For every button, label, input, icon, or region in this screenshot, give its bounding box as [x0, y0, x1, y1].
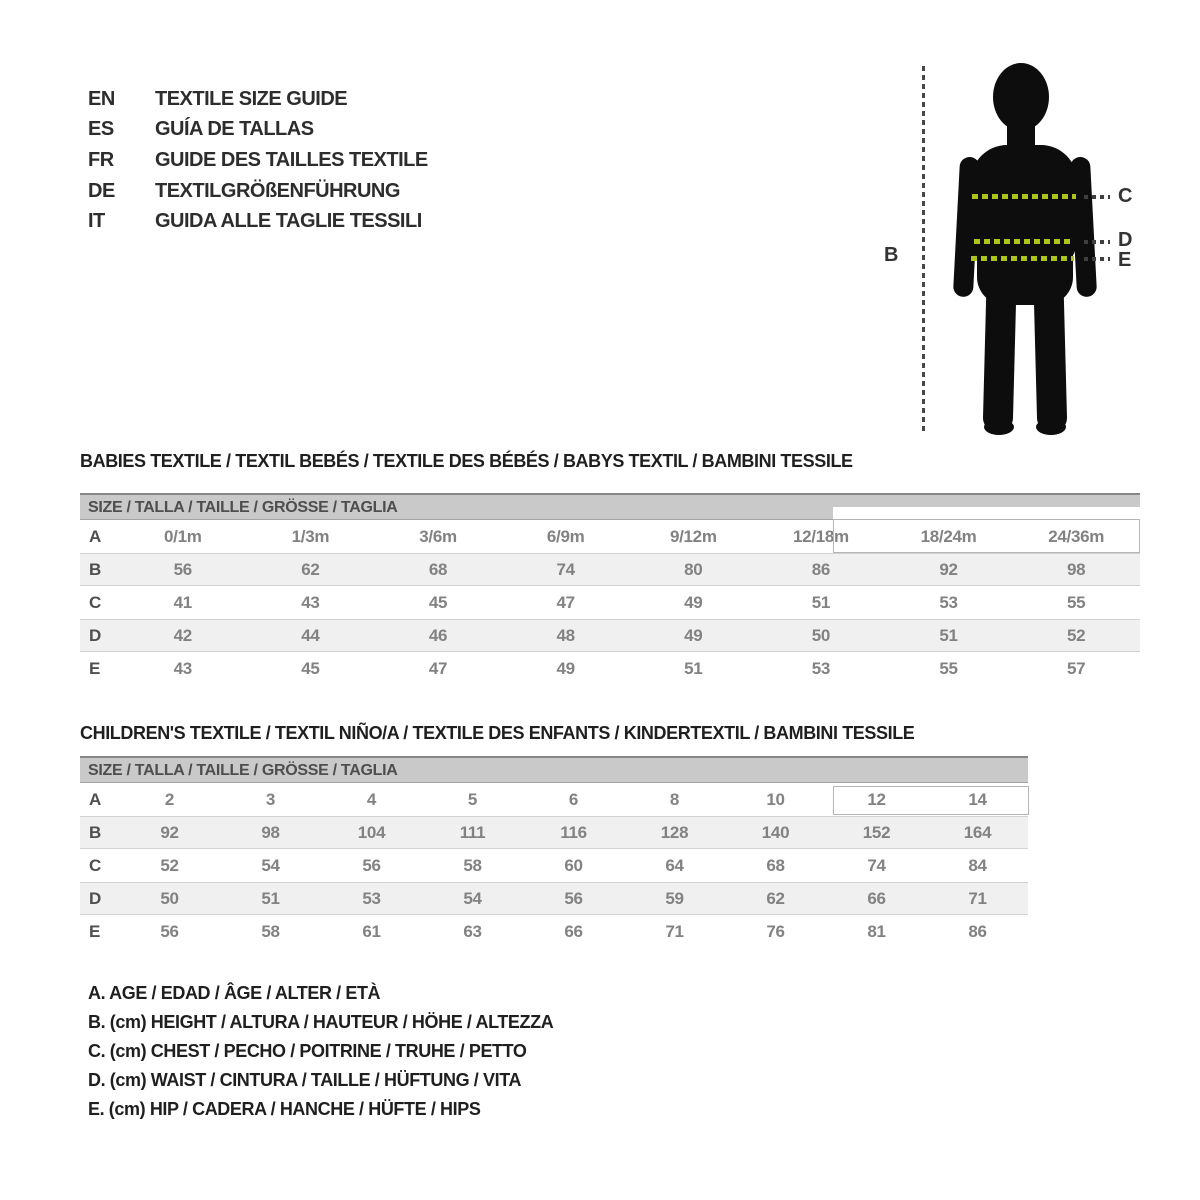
child-silhouette-image: [915, 45, 1135, 445]
measurement-figure: [0, 0, 1200, 460]
babies-size-header: SIZE / TALLA / TAILLE / GRÖSSE / TAGLIA: [80, 493, 1140, 520]
children-section-title: CHILDREN'S TEXTILE / TEXTIL NIÑO/A / TEXTILE DES ENFANTS / KINDERTEXTIL / BAMBINI TESSILE: [80, 723, 915, 743]
table-cell: 50: [811, 625, 831, 645]
waist-leader-line: [1084, 240, 1110, 244]
table-cell: 58: [261, 921, 280, 941]
table-cell: 4: [366, 789, 377, 809]
table-cell: 51: [261, 888, 280, 908]
table-cell: 81: [867, 921, 886, 941]
table-cell: 54: [463, 888, 482, 908]
table-cell: 64: [665, 855, 684, 875]
language-title: GUIDA ALLE TAGLIE TESSILI: [155, 210, 422, 233]
table-cell: 128: [660, 822, 689, 842]
table-cell: 71: [665, 921, 684, 941]
table-cell: 59: [665, 888, 684, 908]
hip-leader-line: [1084, 257, 1110, 261]
waist-measure-line: [974, 239, 1072, 244]
table-cell: 45: [301, 658, 320, 678]
table-cell: 41: [173, 592, 192, 612]
table-cell: 56: [564, 888, 583, 908]
chest-leader-line: [1084, 195, 1110, 199]
table-cell: 47: [428, 658, 448, 678]
measurement-legend: [88, 979, 553, 1124]
row-label: A: [89, 789, 102, 809]
height-measure-line: [922, 66, 925, 432]
table-cell: 98: [261, 822, 280, 842]
children-size-table: [80, 783, 1028, 948]
table-cell: 45: [428, 592, 448, 612]
table-cell: 3/6m: [419, 526, 457, 546]
table-cell: 51: [811, 592, 831, 612]
table-row: [80, 783, 1028, 816]
table-cell: 60: [564, 855, 583, 875]
table-cell: 86: [811, 559, 831, 579]
table-cell: 43: [301, 592, 320, 612]
table-cell: 55: [939, 658, 958, 678]
table-cell: 56: [160, 921, 179, 941]
table-cell: 76: [766, 921, 785, 941]
table-row: [80, 520, 1140, 553]
table-cell: 53: [811, 658, 831, 678]
table-cell: 1/3m: [291, 526, 330, 546]
table-cell: 51: [939, 625, 958, 645]
table-cell: 49: [556, 658, 575, 678]
table-cell: 0/1m: [164, 526, 202, 546]
table-row: [80, 586, 1140, 619]
table-cell: 58: [463, 855, 482, 875]
table-cell: 12: [867, 789, 886, 809]
language-code: IT: [88, 210, 105, 233]
table-cell: 74: [556, 559, 575, 579]
table-cell: 44: [301, 625, 320, 645]
table-cell: 53: [362, 888, 381, 908]
language-title: TEXTILGRÖßENFÜHRUNG: [155, 179, 400, 202]
height-measure-label: B: [884, 244, 899, 266]
babies-size-table: [80, 520, 1140, 685]
table-cell: 63: [463, 921, 482, 941]
table-cell: 92: [160, 822, 179, 842]
table-cell: 6: [568, 789, 579, 809]
table-cell: 111: [459, 822, 486, 842]
table-cell: 140: [761, 822, 790, 842]
legend-height: B. (cm) HEIGHT / ALTURA / HAUTEUR / HÖHE / ALTEZZA: [88, 1012, 554, 1032]
table-row: [80, 652, 1140, 685]
table-cell: 43: [173, 658, 192, 678]
language-code: ES: [88, 118, 114, 141]
table-cell: 56: [362, 855, 381, 875]
table-cell: 61: [362, 921, 381, 941]
table-cell: 86: [968, 921, 987, 941]
row-label: B: [89, 822, 102, 842]
table-cell: 62: [301, 559, 320, 579]
language-code: DE: [88, 179, 115, 202]
table-row: [80, 816, 1028, 849]
table-cell: 6/9m: [546, 526, 585, 546]
row-label: C: [89, 592, 102, 612]
table-cell: 55: [1067, 592, 1086, 612]
waist-measure-label: D: [1118, 229, 1133, 251]
table-cell: 12/18m: [793, 526, 849, 546]
row-label: A: [89, 526, 102, 546]
language-title: TEXTILE SIZE GUIDE: [155, 87, 348, 110]
table-row: [80, 553, 1140, 586]
row-label: E: [89, 921, 101, 941]
table-cell: 152: [862, 822, 891, 842]
table-cell: 48: [556, 625, 575, 645]
table-cell: 164: [963, 822, 992, 842]
table-cell: 56: [173, 559, 192, 579]
table-cell: 49: [684, 625, 703, 645]
table-cell: 42: [173, 625, 192, 645]
language-title: GUÍA DE TALLAS: [155, 118, 314, 141]
table-cell: 53: [939, 592, 958, 612]
table-row: [80, 849, 1028, 882]
table-row: [80, 915, 1028, 948]
chest-measure-line: [972, 194, 1076, 199]
table-cell: 68: [428, 559, 448, 579]
table-cell: 3: [265, 789, 276, 809]
table-cell: 74: [867, 855, 886, 875]
table-cell: 46: [428, 625, 448, 645]
table-cell: 84: [968, 855, 987, 875]
table-cell: 51: [684, 658, 703, 678]
table-cell: 50: [160, 888, 179, 908]
babies-section-title: BABIES TEXTILE / TEXTIL BEBÉS / TEXTILE DES BÉBÉS / BABYS TEXTIL / BAMBINI TESSILE: [80, 451, 853, 471]
table-cell: 52: [160, 855, 179, 875]
table-cell: 14: [968, 789, 987, 809]
table-cell: 2: [164, 789, 175, 809]
table-cell: 116: [560, 822, 587, 842]
legend-age: A. AGE / EDAD / ÂGE / ALTER / ETÀ: [88, 983, 381, 1003]
table-cell: 68: [766, 855, 785, 875]
legend-chest: C. (cm) CHEST / PECHO / POITRINE / TRUHE / PETTO: [88, 1041, 527, 1061]
table-cell: 54: [261, 855, 280, 875]
table-cell: 10: [766, 789, 785, 809]
table-row: [80, 619, 1140, 652]
row-label: D: [89, 625, 102, 645]
row-label: E: [89, 658, 101, 678]
chest-measure-label: C: [1118, 185, 1133, 207]
table-cell: 18/24m: [920, 526, 977, 546]
table-cell: 52: [1067, 625, 1086, 645]
table-cell: 104: [357, 822, 386, 842]
table-cell: 66: [867, 888, 886, 908]
row-label: D: [89, 888, 102, 908]
table-cell: 5: [467, 789, 478, 809]
row-label: C: [89, 855, 102, 875]
row-label: B: [89, 559, 102, 579]
hip-measure-line: [971, 256, 1074, 261]
legend-hip: E. (cm) HIP / CADERA / HANCHE / HÜFTE / HIPS: [88, 1099, 481, 1119]
table-cell: 71: [968, 888, 987, 908]
hip-measure-label: E: [1118, 249, 1132, 271]
table-cell: 49: [684, 592, 703, 612]
table-cell: 66: [564, 921, 583, 941]
language-code: FR: [88, 148, 114, 171]
table-cell: 24/36m: [1048, 526, 1105, 546]
legend-waist: D. (cm) WAIST / CINTURA / TAILLE / HÜFTUNG / VITA: [88, 1070, 522, 1090]
table-cell: 47: [556, 592, 575, 612]
table-cell: 92: [939, 559, 958, 579]
table-row: [80, 882, 1028, 915]
language-title: GUIDE DES TAILLES TEXTILE: [155, 148, 428, 171]
table-cell: 57: [1067, 658, 1086, 678]
table-cell: 80: [684, 559, 703, 579]
children-size-header: SIZE / TALLA / TAILLE / GRÖSSE / TAGLIA: [80, 756, 1028, 783]
table-cell: 9/12m: [669, 526, 717, 546]
table-cell: 98: [1067, 559, 1086, 579]
table-cell: 8: [669, 789, 680, 809]
language-code: EN: [88, 87, 115, 110]
table-cell: 62: [766, 888, 785, 908]
